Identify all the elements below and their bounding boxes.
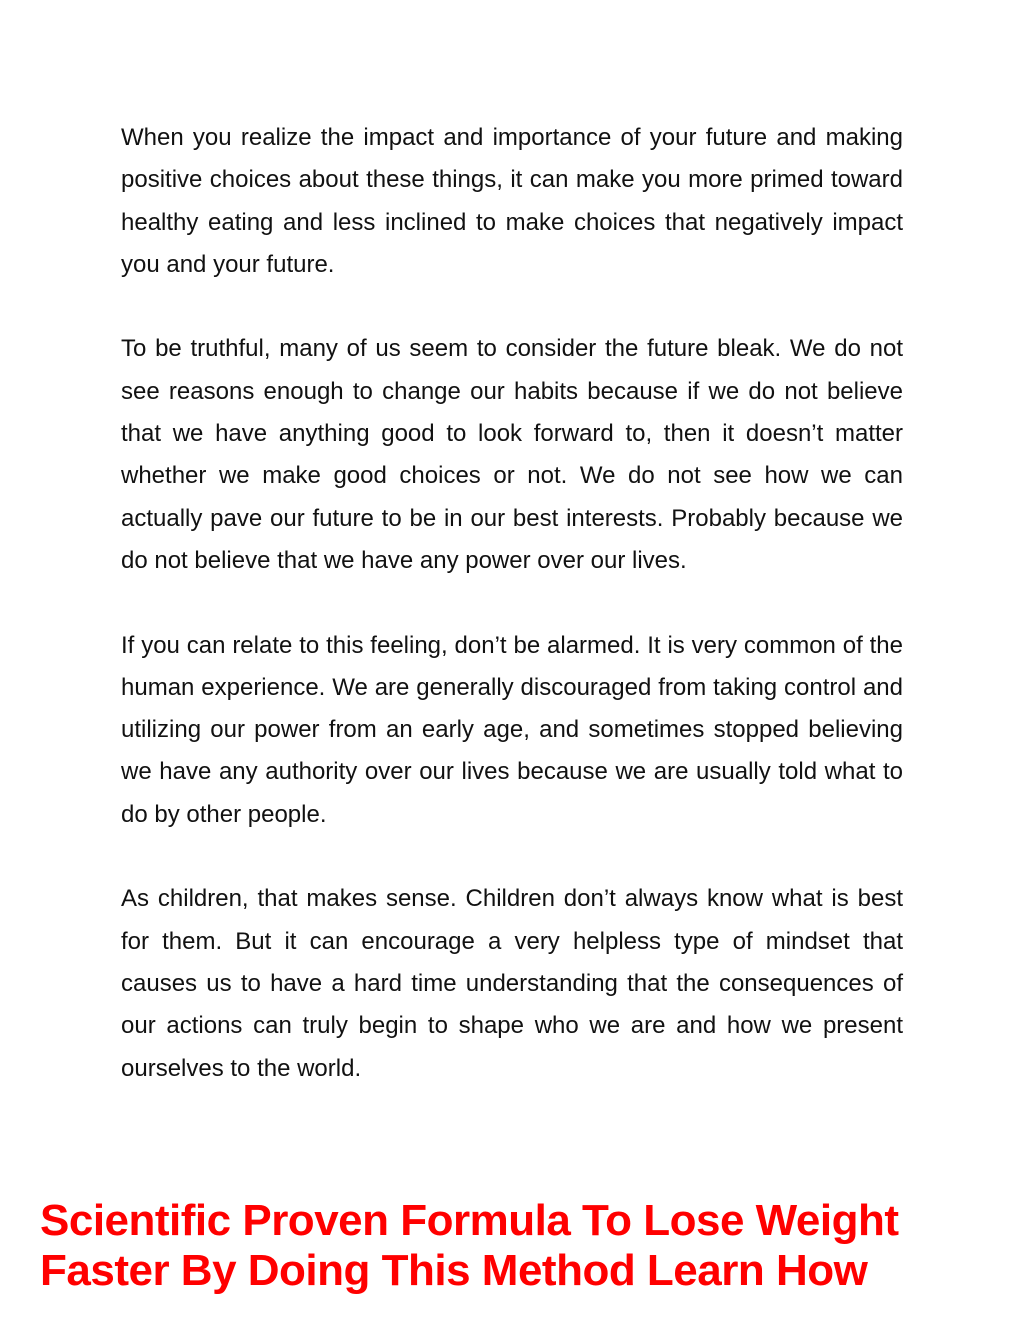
document-body bbox=[121, 117, 903, 1090]
promo-headline-line-1[interactable]: Scientific Proven Formula To Lose Weight bbox=[40, 1196, 899, 1245]
promo-headline[interactable] bbox=[40, 1196, 1000, 1296]
paragraph-2: To be truthful, many of us seem to consider the future bleak. We do not see reasons enough to change our habits because if we do not believe that we have anything good to look forward to, then it doesn’t matter whether we make good choices or not. We do not see how we can actually pave our future to be in our best interests. Probably because we do not believe that we have any power over our lives. bbox=[121, 335, 903, 574]
paragraph-3: If you can relate to this feeling, don’t be alarmed. It is very common of the human experience. We are generally discouraged from taking control and utilizing our power from an early age, and sometimes stopped believing we have any authority over our lives because we are usually told what to do by other people. bbox=[121, 631, 903, 828]
paragraph-4: As children, that makes sense. Children don’t always know what is best for them. But it can encourage a very helpless type of mindset that causes us to have a hard time understanding that the consequences of our actions can truly begin to shape who we are and how we present ourselves to the world. bbox=[121, 885, 903, 1082]
promo-headline-line-2[interactable]: Faster By Doing This Method Learn How bbox=[40, 1246, 868, 1295]
paragraph-1: When you realize the impact and importance of your future and making positive choices about these things, it can make you more primed toward healthy eating and less inclined to make choices that negatively impact you and your future. bbox=[121, 124, 903, 278]
